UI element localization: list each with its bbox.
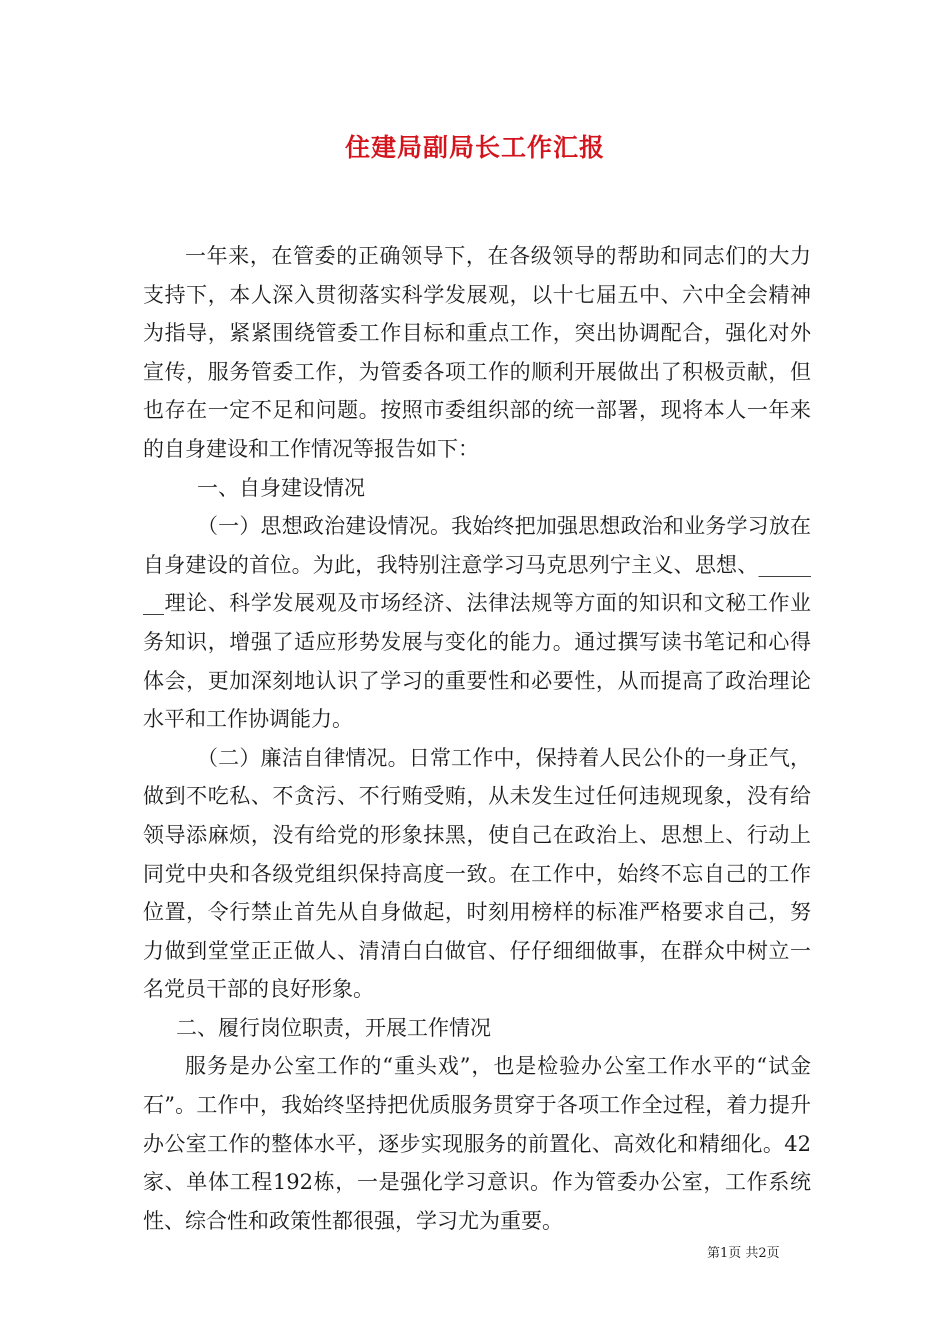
subsection-paragraph-2: （二）廉洁自律情况。日常工作中，保持着人民公仆的一身正气，做到不吃私、不贪污、不行贿受贿，从未发生过任何违规现象，没有给领导添麻烦，没有给党的形象抹黑，使自己在政治上、思想上、行动上同党中央和各级党组织保持高度一致。在工作中，始终不忘自己的工作位置，令行禁止首先从自身做起，时刻用榜样的标准严格要求自己，努力做到堂堂正正做人、清清白白做官、仔仔细细做事，在群众中树立一名党员干部的良好形象。 bbox=[143, 745, 811, 1002]
section-heading-1: 一、自身建设情况 bbox=[197, 475, 365, 500]
intro-paragraph: 一年来，在管委的正确领导下，在各级领导的帮助和同志们的大力支持下，本人深入贯彻落实科学发展观，以十七届五中、六中全会精神为指导，紧紧围绕管委工作目标和重点工作，突出协调配合，强化对外宣传，服务管委工作，为管委各项工作的顺利开展做出了积极贡献，但也存在一定不足和问题。按照市委组织部的统一部署，现将本人一年来的自身建设和工作情况等报告如下： bbox=[143, 244, 811, 461]
page-number-footer: 第1页 共2页 bbox=[707, 1246, 780, 1261]
section-heading-2: 二、履行岗位职责，开展工作情况 bbox=[176, 1015, 491, 1040]
page-title: 住建局副局长工作汇报 bbox=[344, 133, 605, 162]
document-body bbox=[143, 237, 811, 1240]
subsection-paragraph-1: （一）思想政治建设情况。我始终把加强思想政治和业务学习放在自身建设的首位。为此，我特别注意学习马克思列宁主义、思想、_______理论、科学发展观及市场经济、法律法规等方面的知识和文秘工作业务知识，增强了适应形势发展与变化的能力。通过撰写读书笔记和心得体会，更加深刻地认识了学习的重要性和必要性，从而提高了政治理论水平和工作协调能力。 bbox=[143, 514, 811, 732]
section-2-paragraph: 服务是办公室工作的“重头戏”，也是检验办公室工作水平的“试金石”。工作中，我始终坚持把优质服务贯穿于各项工作全过程，着力提升办公室工作的整体水平，逐步实现服务的前置化、高效化和精细化。42家、单体工程192栋，一是强化学习意识。作为管委办公室，工作系统性、综合性和政策性都很强，学习尤为重要。 bbox=[143, 1054, 811, 1233]
